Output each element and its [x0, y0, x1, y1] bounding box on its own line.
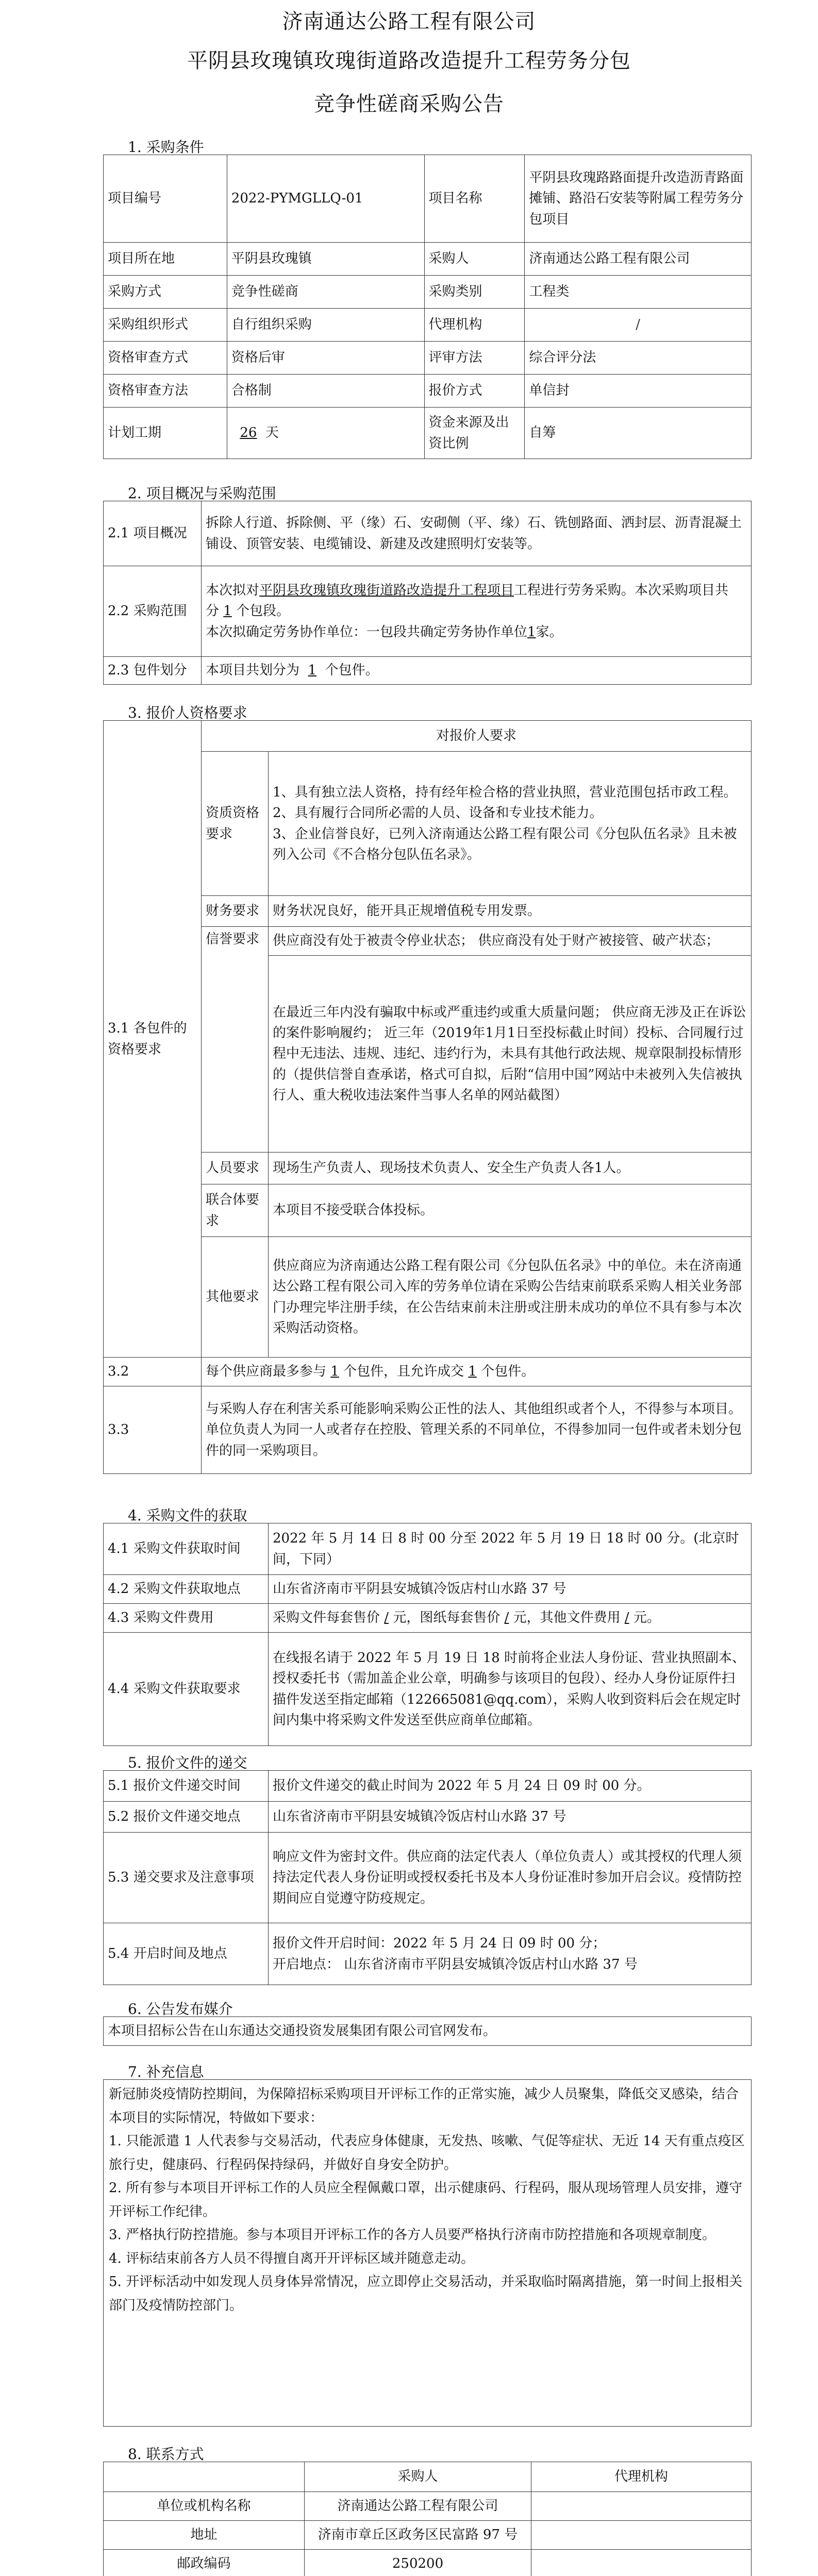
project-title: 平阴县玫瑰镇玫瑰街道路改造提升工程劳务分包	[187, 49, 631, 73]
contact-org-name: 济南通达公路工程有限公司	[305, 2492, 531, 2521]
lot-participation	[202, 1358, 752, 1386]
opening-location: 开启地点： 山东省济南市平阴县安城镇冷饭店村山水路 37 号	[273, 1956, 638, 1972]
fee-text: 元。	[633, 1610, 660, 1626]
table-row	[104, 375, 752, 408]
scope-text: 工程进行劳务采购。本次采购项目共分	[206, 583, 729, 619]
credit-requirements: 供应商没有处于被责令停业状态； 供应商没有处于财产被接管、破产状态；	[269, 927, 752, 956]
table-row	[104, 721, 752, 752]
label-cell: 报价方式	[424, 375, 525, 408]
consortium-requirements: 本项目不接受联合体投标。	[269, 1184, 752, 1237]
project-location: 平阴县玫瑰镇	[227, 243, 424, 276]
table-row	[104, 2080, 752, 2427]
table-row	[104, 1802, 752, 1833]
project-overview-table	[103, 501, 752, 685]
table-row	[104, 566, 752, 657]
contact-address: 济南市章丘区政务区民富路 97 号	[305, 2521, 531, 2550]
table-row	[104, 1633, 752, 1746]
label-cell: 邮政编码	[104, 2550, 305, 2576]
lot-count: 1	[308, 663, 317, 679]
media-table	[103, 2016, 752, 2046]
label-cell: 采购人	[424, 243, 525, 276]
label-cell: 2.3 包件划分	[104, 657, 202, 685]
agency: /	[525, 309, 752, 342]
label-cell: 信誉要求	[202, 927, 269, 1153]
qualification-review-method: 合格制	[227, 375, 424, 408]
label-cell: 5.4 开启时间及地点	[104, 1923, 269, 1985]
section-4-heading: 4. 采购文件的获取	[128, 1507, 247, 1524]
header-blank	[104, 2462, 305, 2492]
label-cell: 单位或机构名称	[104, 2492, 305, 2521]
table-row	[104, 501, 752, 566]
table-row	[104, 657, 752, 685]
participation-text: 个包件，且允许成交	[343, 1364, 464, 1380]
scope-text: 本次拟确定劳务协作单位：一包段共确定劳务协作单位	[206, 624, 528, 640]
fee-text: 元，其他文件费用	[513, 1610, 621, 1626]
section-5-heading: 5. 报价文件的递交	[128, 1754, 247, 1771]
scope-count: 1	[527, 624, 536, 640]
label-cell: 2.2 采购范围	[104, 566, 202, 657]
announcement-title: 竞争性磋商采购公告	[314, 92, 504, 116]
document-acquisition-table	[103, 1523, 752, 1746]
quotation-mode: 单信封	[525, 375, 752, 408]
table-row	[104, 1833, 752, 1923]
duration-unit: 天	[265, 425, 279, 441]
fee-text: 元，图纸每套售价	[393, 1610, 500, 1626]
table-row	[104, 2462, 752, 2492]
participation-text: 个包件。	[481, 1364, 535, 1380]
table-row	[104, 342, 752, 375]
table-row	[104, 1771, 752, 1802]
table-row	[104, 155, 752, 243]
acquisition-location: 山东省济南市平阴县安城镇冷饭店村山水路 37 号	[269, 1575, 752, 1604]
contact-table	[103, 2462, 752, 2576]
label-cell: 3.1 各包件的资格要求	[104, 721, 202, 1358]
planned-duration	[227, 408, 424, 459]
supplementary-info	[104, 2080, 752, 2427]
lot-text: 个包件。	[325, 663, 379, 679]
label-cell: 5.2 报价文件递交地点	[104, 1802, 269, 1833]
procurement-conditions-table	[103, 155, 752, 459]
table-row	[104, 1923, 752, 1985]
duration-days: 26	[240, 425, 257, 441]
label-cell: 资格审查方法	[104, 375, 227, 408]
label-cell: 项目所在地	[104, 243, 227, 276]
credit-requirements-detail: 在最近三年内没有骗取中标或严重违约或重大质量问题； 供应商无涉及正在诉讼的案件影响履约； 近三年（2019年1月1日至投标截止时间）投标、合同履行过程中无违法、违规、违纪、违约行为，未具有其他行政法规、规章限制投标情形的（提供信誉自查承诺，格式可自拟，后附“信用中国”网站中未被列入失信被执行人、重大税收违法案件当事人名单的网站截图）	[269, 956, 752, 1153]
label-cell: 4.4 采购文件获取要求	[104, 1633, 269, 1746]
fee-value: /	[384, 1610, 389, 1626]
label-cell: 4.1 采购文件获取时间	[104, 1523, 269, 1575]
scope-text: 家。	[536, 624, 563, 640]
agency-cell	[531, 2521, 752, 2550]
submission-deadline: 报价文件递交的截止时间为 2022 年 5 月 24 日 09 时 00 分。	[269, 1771, 752, 1802]
submission-table	[103, 1770, 752, 1985]
table-row	[104, 1604, 752, 1633]
participation-count: 1	[330, 1364, 339, 1380]
section-2-heading: 2. 项目概况与采购范围	[128, 485, 276, 502]
section-7-heading: 7. 补充信息	[128, 2063, 204, 2080]
label-cell: 采购组织形式	[104, 309, 227, 342]
procurement-category: 工程类	[525, 276, 752, 309]
label-cell: 采购类别	[424, 276, 525, 309]
label-cell: 人员要求	[202, 1153, 269, 1184]
section-6-heading: 6. 公告发布媒介	[128, 2001, 233, 2018]
table-row	[104, 408, 752, 459]
purchaser: 济南通达公路工程有限公司	[525, 243, 752, 276]
label-cell: 项目编号	[104, 155, 227, 243]
label-cell: 2.1 项目概况	[104, 501, 202, 566]
requirement-line: 1、具有独立法人资格，持有经年检合格的营业执照，营业范围包括市政工程。	[273, 784, 737, 800]
label-cell: 财务要求	[202, 896, 269, 927]
lot-division	[202, 657, 752, 685]
label-cell: 4.3 采购文件费用	[104, 1604, 269, 1633]
purchaser-header: 采购人	[305, 2462, 531, 2492]
supplementary-intro: 新冠肺炎疫情防控期间，为保障招标采购项目开评标工作的正常实施，减少人员聚集，降低交叉感染，结合本项目的实际情况，特做如下要求：	[109, 2087, 739, 2126]
table-row	[104, 2550, 752, 2576]
submission-notes: 响应文件为密封文件。供应商的法定代表人（单位负责人）或其授权的代理人须持法定代表人身份证明或授权委托书及本人身份证准时参加开启会议。疫情防控期间应自觉遵守防疫规定。	[269, 1833, 752, 1923]
scope-text: 个包段。	[236, 603, 290, 619]
requirement-line: 3、企业信誉良好，已列入济南通达公路工程有限公司《分包队伍名录》且未被列入公司《不合格分包队伍名录》。	[273, 826, 737, 862]
label-cell: 资质资格要求	[202, 752, 269, 896]
acquisition-time: 2022 年 5 月 14 日 8 时 00 分至 2022 年 5 月 19 日 18 时 00 分。(北京时间，下同）	[269, 1523, 752, 1575]
supplementary-item: 2. 所有参与本项目开评标工作的人员应全程佩戴口罩，出示健康码、行程码，服从现场管理人员安排，遵守开评标工作纪律。	[109, 2180, 743, 2219]
fee-text: 采购文件每套售价	[273, 1610, 380, 1626]
project-overview: 拆除人行道、拆除侧、平（缘）石、安砌侧（平、缘）石、铣刨路面、洒封层、沥青混凝土铺设、顶管安装、电缆铺设、新建及改建照明灯安装等。	[202, 501, 752, 566]
label-cell: 资金来源及出资比例	[424, 408, 525, 459]
submission-location: 山东省济南市平阴县安城镇冷饭店村山水路 37 号	[269, 1802, 752, 1833]
section-3-heading: 3. 报价人资格要求	[128, 704, 247, 721]
label-cell: 地址	[104, 2521, 305, 2550]
financial-requirements: 财务状况良好，能开具正规增值税专用发票。	[269, 896, 752, 927]
publication-media: 本项目招标公告在山东通达交通投资发展集团有限公司官网发布。	[104, 2017, 752, 2046]
label-cell: 资格审查方式	[104, 342, 227, 375]
supplementary-table	[103, 2079, 752, 2427]
table-row	[104, 2521, 752, 2550]
agency-cell	[531, 2492, 752, 2521]
table-row	[104, 309, 752, 342]
table-row	[104, 2492, 752, 2521]
requirements-header: 对报价人要求	[202, 721, 752, 752]
evaluation-method: 综合评分法	[525, 342, 752, 375]
label-cell: 5.3 递交要求及注意事项	[104, 1833, 269, 1923]
requirement-line: 2、具有履行合同所必需的人员、设备和专业技术能力。	[273, 805, 603, 821]
scope-project: 平阴县玫瑰镇玫瑰街道路改造提升工程项目	[259, 583, 514, 599]
label-cell: 项目名称	[424, 155, 525, 243]
organization-form: 自行组织采购	[227, 309, 424, 342]
lot-text: 本项目共划分为	[206, 663, 300, 679]
label-cell: 采购方式	[104, 276, 227, 309]
table-row	[104, 1386, 752, 1474]
qualification-requirements	[269, 752, 752, 896]
table-row	[104, 243, 752, 276]
project-name: 平阴县玫瑰路路面提升改造沥青路面摊铺、路沿石安装等附属工程劳务分包项目	[525, 155, 752, 243]
label-cell: 代理机构	[424, 309, 525, 342]
company-title: 济南通达公路工程有限公司	[282, 10, 536, 33]
label-cell: 3.2	[104, 1358, 202, 1386]
document-fee	[269, 1604, 752, 1633]
label-cell: 3.3	[104, 1386, 202, 1474]
opening-time: 报价文件开启时间：2022 年 5 月 24 日 09 时 00 分；	[273, 1936, 606, 1952]
project-number: 2022-PYMGLLQ-01	[227, 155, 424, 243]
label-cell: 计划工期	[104, 408, 227, 459]
scope-text: 本次拟对	[206, 583, 260, 599]
supplementary-item: 3. 严格执行防控措施。参与本项目开评标工作的各方人员要严格执行济南市防控措施和各项规章制度。	[109, 2227, 716, 2243]
funding-source: 自筹	[525, 408, 752, 459]
procurement-method: 竞争性磋商	[227, 276, 424, 309]
qualification-table	[103, 720, 752, 1474]
participation-text: 每个供应商最多参与	[206, 1364, 327, 1380]
supplementary-item: 5. 开评标活动中如发现人员身体异常情况，应立即停止交易活动，并采取临时隔离措施，第一时间上报相关部门及疫情防控部门。	[109, 2274, 743, 2313]
acquisition-requirements: 在线报名请于 2022 年 5 月 19 日 18 时前将企业法人身份证、营业执照副本、授权委托书（需加盖企业公章，明确参与该项目的包段）、经办人身份证原件扫描件发送至指定邮箱（122665081@qq.com），采购人收到资料后会在规定时间内集中将采购文件发送至供应商单位邮箱。	[269, 1633, 752, 1746]
label-cell: 5.1 报价文件递交时间	[104, 1771, 269, 1802]
section-8-heading: 8. 联系方式	[128, 2446, 204, 2463]
fee-value: /	[504, 1610, 509, 1626]
table-row	[104, 1358, 752, 1386]
other-requirements: 供应商应为济南通达公路工程有限公司《分包队伍名录》中的单位。未在济南通达公路工程有限公司入库的劳务单位请在采购公告结束前联系采购人相关业务部门办理完毕注册手续，在公告结束前未注册或注册未成功的单位不具有参与本次采购活动资格。	[269, 1237, 752, 1358]
table-row	[104, 2017, 752, 2046]
supplementary-item: 4. 评标结束前各方人员不得擅自离开开评标区域并随意走动。	[109, 2250, 475, 2266]
conflict-of-interest: 与采购人存在利害关系可能影响采购公正性的法人、其他组织或者个人，不得参与本项目。单位负责人为同一人或者存在控股、管理关系的不同单位，不得参加同一包件或者未划分包件的同一采购项目。	[202, 1386, 752, 1474]
table-row	[104, 276, 752, 309]
table-row	[104, 1523, 752, 1575]
agency-header: 代理机构	[531, 2462, 752, 2492]
opening-info	[269, 1923, 752, 1985]
fee-value: /	[624, 1610, 629, 1626]
agency-cell	[531, 2550, 752, 2576]
contact-postcode: 250200	[305, 2550, 531, 2576]
label-cell: 联合体要求	[202, 1184, 269, 1237]
award-count: 1	[468, 1364, 477, 1380]
scope-lots: 1	[223, 603, 232, 619]
label-cell: 评审方法	[424, 342, 525, 375]
label-cell: 4.2 采购文件获取地点	[104, 1575, 269, 1604]
supplementary-item: 1. 只能派遣 1 人代表参与交易活动，代表应身体健康，无发热、咳嗽、气促等症状、无近 14 天有重点疫区旅行史，健康码、行程码保持绿码，并做好自身安全防护。	[109, 2133, 745, 2173]
table-row	[104, 1575, 752, 1604]
section-1-heading: 1. 采购条件	[128, 139, 204, 156]
staff-requirements: 现场生产负责人、现场技术负责人、安全生产负责人各1人。	[269, 1153, 752, 1184]
procurement-scope	[202, 566, 752, 657]
label-cell: 其他要求	[202, 1237, 269, 1358]
qualification-review-mode: 资格后审	[227, 342, 424, 375]
